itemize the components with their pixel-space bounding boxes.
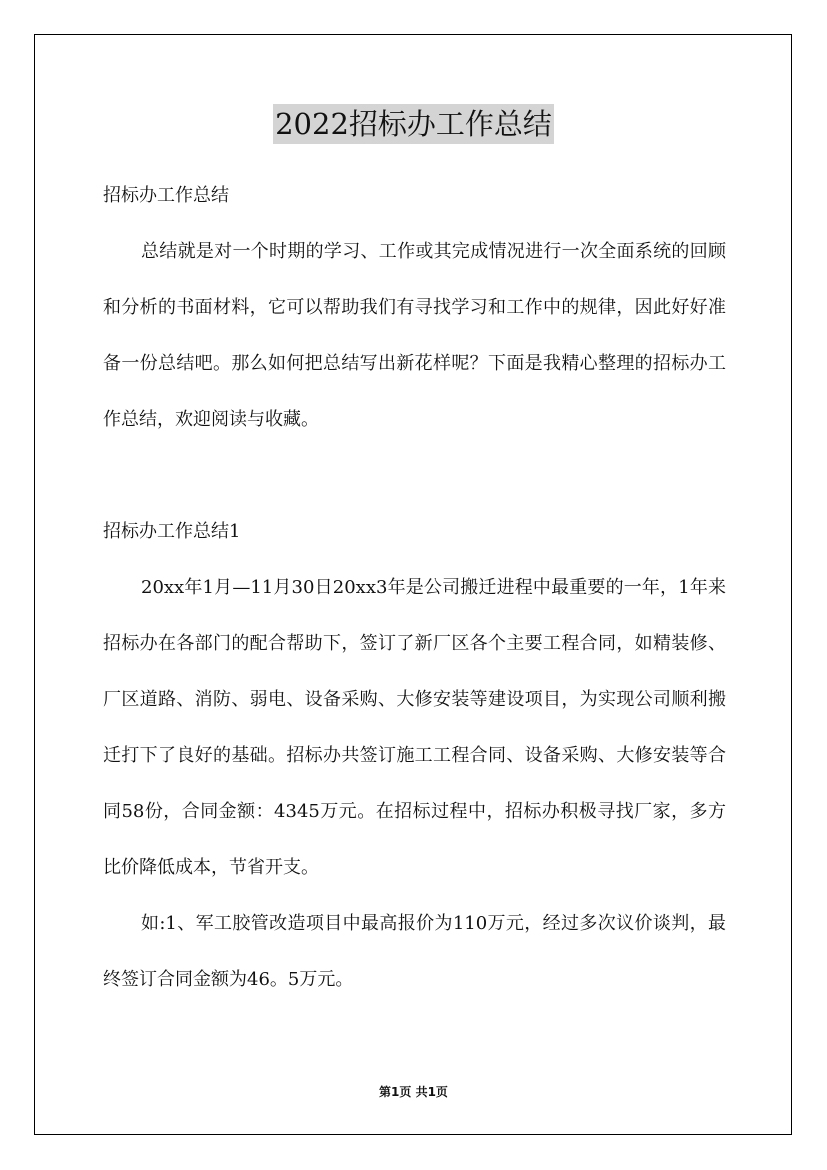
page-footer: 第1页 共1页 bbox=[379, 1085, 448, 1099]
document-body bbox=[103, 168, 726, 1008]
intro-paragraph: 总结就是对一个时期的学习、工作或其完成情况进行一次全面系统的回顾和分析的书面材料，它可以帮助我们有寻找学习和工作中的规律，因此好好准备一份总结吧。那么如何把总结写出新花样呢？下面是我精心整理的招标办工作总结，欢迎阅读与收藏。 bbox=[103, 241, 726, 430]
section-paragraph: 20xx年1月—11月30日20xx3年是公司搬迁进程中最重要的一年，1年来招标办在各部门的配合帮助下，签订了新厂区各个主要工程合同，如精装修、厂区道路、消防、弱电、设备采购、大修安装等建设项目，为实现公司顺利搬迁打下了良好的基础。招标办共签订施工工程合同、设备采购、大修安装等合同58份，合同金额：4345万元。在招标过程中，招标办积极寻找厂家，多方比价降低成本，节省开支。 bbox=[103, 577, 726, 878]
section-paragraph-example: 如:1、军工胶管改造项目中最高报价为110万元，经过多次议价谈判，最终签订合同金额为46。5万元。 bbox=[103, 913, 726, 990]
document-title bbox=[0, 104, 827, 144]
section-heading: 招标办工作总结1 bbox=[103, 521, 241, 542]
paragraph-gap bbox=[103, 448, 726, 504]
document-title-text: 2022招标办工作总结 bbox=[273, 104, 554, 144]
document-subtitle: 招标办工作总结 bbox=[103, 185, 229, 206]
